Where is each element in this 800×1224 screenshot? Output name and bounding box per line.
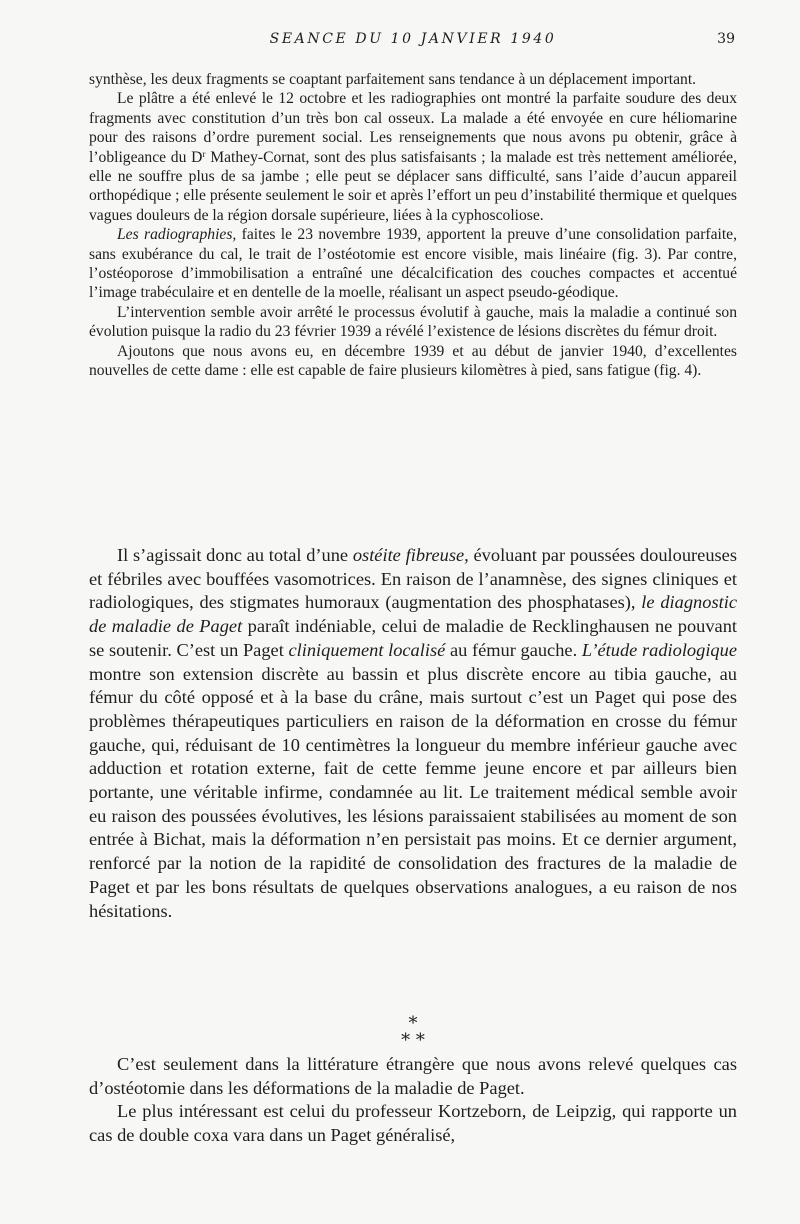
paragraph bbox=[89, 89, 737, 225]
running-title: SEANCE DU 10 JANVIER 1940 bbox=[269, 31, 557, 47]
italic-phrase: ostéite fibreuse, bbox=[352, 545, 469, 565]
paragraph-text: paraît indéniable, celui de maladie de Recklinghausen ne pouvant se soutenir. C’est un Paget bbox=[89, 616, 737, 660]
paragraph-text: faites le 23 novembre 1939, apportent la preuve d’une consolidation parfaite, sans exubérance du cal, le trait de l’ostéotomie est encore visible, mais linéaire (fig. 3). Par contre, l’ostéoporose d’immobilisation a entraîné une décalcification des couches compactes et accentué l’image trabéculaire et en dentelle de la moelle, réalisant un aspect pseudo-géodique. bbox=[89, 226, 737, 302]
paragraph-text: Le plus intéressant est celui du professeur Kortzeborn, de Leipzig, qui rapporte un cas de double coxa vara dans un Paget généralisé, bbox=[89, 1101, 737, 1146]
asterism-bottom: * * bbox=[401, 1030, 425, 1051]
paragraph-text: au fémur gauche. bbox=[445, 639, 582, 660]
paragraph bbox=[89, 1100, 737, 1147]
paragraph-text: évoluant par poussées douloureuses et fébriles avec bouffées vasomotrices. En raison de l’anamnèse, des signes cliniques et radiologiques, des stigmates humoraux (augmentation des phosphatases), bbox=[89, 545, 737, 613]
paragraph-text: Ajoutons que nous avons eu, en décembre 1939 et au début de janvier 1940, d’excellentes nouvelles de cette dame : elle est capable de faire plusieurs kilomètres à pied, sans fatigue (fig. 4). bbox=[89, 342, 737, 380]
paragraph-text: Il s’agissait donc au total d’une bbox=[117, 545, 353, 565]
paragraph-text: Mathey-Cornat, sont des plus satisfaisants ; la malade est très nettement améliorée, elle ne souffre plus de sa jambe ; elle peut se déplacer sans difficulté, sans l’aide d’aucun appareil orthopédique ; elle présente seulement le soir et après l’effort un peu d’instabilité thermique et quelques vagues douleurs de la région dorsale supérieure, liées à la cyphoscoliose. bbox=[89, 148, 737, 224]
paragraph bbox=[89, 225, 737, 303]
paragraph-text: C’est seulement dans la littérature étrangère que nous avons relevé quelques cas d’ostéotomie dans les déformations de la maladie de Paget. bbox=[89, 1054, 737, 1098]
paragraph bbox=[89, 1053, 737, 1100]
italic-phrase: le diagnostic de maladie de Paget bbox=[89, 592, 737, 637]
page-header bbox=[89, 31, 737, 53]
paragraph-text: Le plâtre a été enlevé le 12 octobre et les radiographies ont montré la parfaite soudure des deux fragments avec constitution d’un très bon cal osseux. La malade a été envoyée en cure héliomarine pour des raisons d’ordre purement social. Les renseignements que nous avons pu obtenir, grâce à l’obligeance du D bbox=[89, 90, 737, 166]
italic-phrase: Les radiographies, bbox=[117, 226, 237, 244]
paragraph-text: L’intervention semble avoir arrêté le processus évolutif à gauche, mais la maladie a continué son évolution puisque la radio du 23 février 1939 a révélé l’existence de lésions discrètes du fémur droit. bbox=[89, 303, 737, 341]
paragraph bbox=[89, 544, 737, 923]
asterism-top: * bbox=[408, 1013, 418, 1034]
superscript: r bbox=[202, 149, 206, 160]
literature-section bbox=[89, 1053, 737, 1148]
case-report-section bbox=[89, 70, 737, 381]
paragraph bbox=[89, 70, 737, 89]
paragraph-text: synthèse, les deux fragments se coaptant parfaitement sans tendance à un déplacement important. bbox=[89, 71, 697, 88]
italic-phrase: cliniquement localisé bbox=[288, 639, 446, 660]
paragraph bbox=[89, 303, 737, 342]
page-number: 39 bbox=[717, 31, 735, 47]
paragraph-text: montre son extension discrète au bassin et plus discrète encore au tibia gauche, au fémur du côté opposé et à la base du crâne, mais surtout c’est un Paget qui pose des problèmes thérapeutiques particuliers en raison de la déformation en crosse du fémur gauche, qui, réduisant de 10 centimètres la longueur du membre inférieur gauche avec adduction et rotation externe, fait de cette femme jeune encore et par ailleurs bien portante, une véritable infirme, condamnée au lit. Le traitement médical semble avoir eu raison des poussées évolutives, les lésions paraissaient stabilisées au moment de son entrée à Bichat, mais la déformation n’en persistait pas moins. Et ce dernier argument, renforcé par la notion de la rapidité de consolidation des fractures de la maladie de Paget et par les bons résultats de quelques observations analogues, a eu raison de nos hésitations. bbox=[89, 663, 737, 921]
section-separator bbox=[89, 1015, 737, 1049]
discussion-section bbox=[89, 544, 737, 923]
paragraph bbox=[89, 342, 737, 381]
italic-phrase: L’étude radiologique bbox=[581, 639, 737, 660]
